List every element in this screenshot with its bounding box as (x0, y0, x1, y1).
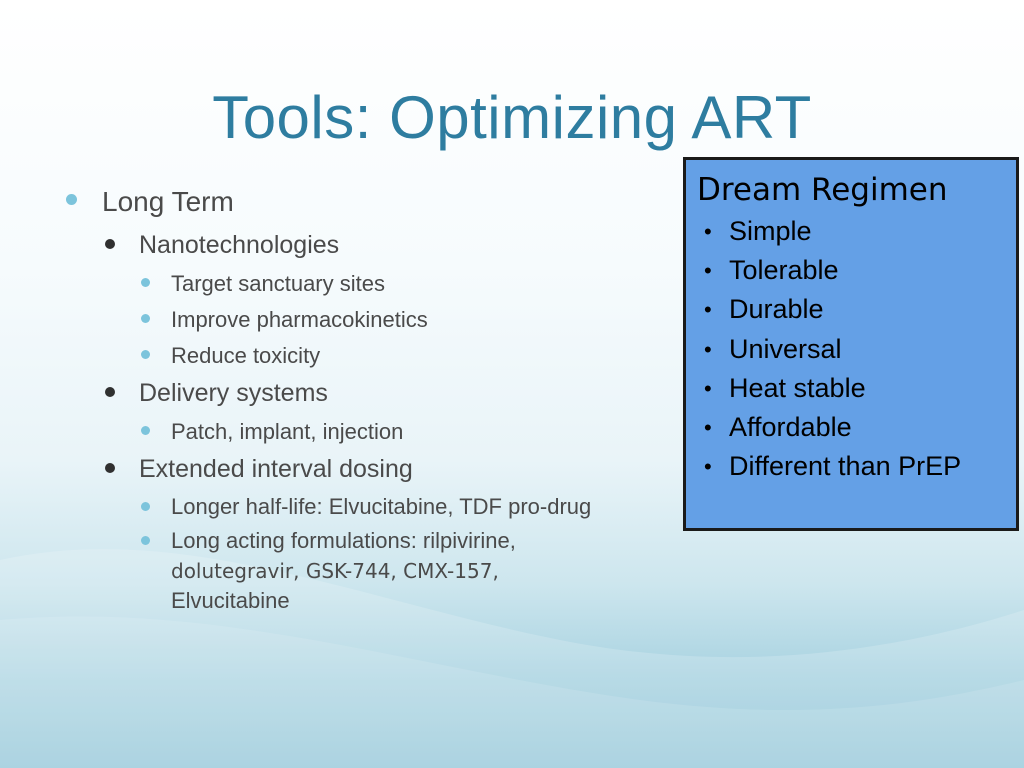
bullet-text: Patch, implant, injection (171, 419, 404, 444)
dream-item-tolerable (697, 251, 1016, 290)
bullet-extended-dosing (60, 450, 670, 488)
dream-item-text: Affordable (729, 412, 852, 443)
dream-item-text: Universal (729, 333, 842, 364)
bullet-dot-icon (105, 387, 115, 397)
bullet-nanotechnologies (60, 226, 670, 264)
bullet-dot-icon (141, 536, 150, 545)
bullet-text: Extended interval dosing (139, 455, 413, 483)
bullet-dot-icon (141, 426, 150, 435)
bullet-dot-icon (141, 278, 150, 287)
bullet-text-line-2: dolutegravir, GSK-744, CMX-157, (171, 559, 499, 583)
bullet-text: Longer half-life: Elvucitabine, TDF pro-drug (171, 494, 592, 519)
dream-item-different-than-prep (697, 447, 1016, 486)
dream-item-text: Simple (729, 216, 812, 246)
dream-regimen-list (697, 212, 1016, 486)
bullet-dot-icon: • (704, 454, 712, 480)
bullet-dot-icon: • (704, 336, 712, 362)
bullet-dot-icon (141, 314, 150, 323)
dream-regimen-title: Dream Regimen (697, 172, 948, 208)
bullet-text-line-1: Long acting formulations: rilpivirine, (171, 528, 516, 553)
dream-item-affordable (697, 408, 1016, 447)
dream-item-text: Tolerable (729, 255, 839, 286)
dream-item-heat-stable (697, 369, 1016, 408)
dream-item-durable (697, 290, 1016, 329)
bullet-list (60, 180, 670, 616)
bullet-text-line-3: Elvucitabine (171, 588, 290, 613)
bullet-dot-icon: • (704, 219, 712, 244)
bullet-dot-icon: • (704, 258, 712, 284)
bullet-text: Improve pharmacokinetics (171, 307, 428, 332)
dream-item-simple (697, 212, 1016, 251)
bullet-reduce-toxicity (60, 340, 670, 372)
bullet-text: Nanotechnologies (139, 231, 340, 259)
bullet-delivery-systems (60, 374, 670, 412)
bullet-dot-icon (141, 350, 150, 359)
bullet-target-sanctuary (60, 268, 670, 300)
bullet-dot-icon (105, 239, 115, 249)
dream-item-text: Heat stable (729, 372, 866, 403)
dream-item-text: Durable (729, 294, 824, 325)
bullet-dot-icon (141, 502, 150, 511)
bullet-dot-icon: • (704, 415, 712, 441)
bullet-improve-pk (60, 304, 670, 336)
bullet-long-term (60, 180, 670, 224)
dream-regimen-box (683, 157, 1019, 531)
slide-title: Tools: Optimizing ART (212, 84, 812, 151)
bullet-long-acting (60, 526, 670, 616)
bullet-longer-half-life (60, 492, 670, 522)
bullet-text: Delivery systems (139, 379, 328, 407)
bullet-dot-icon: • (704, 375, 712, 401)
bullet-text: Target sanctuary sites (171, 271, 385, 296)
bullet-patch-implant (60, 416, 670, 448)
bullet-dot-icon (105, 463, 115, 473)
dream-item-text: Different than PrEP (729, 451, 962, 482)
bullet-text: Long Term (102, 186, 234, 217)
bullet-dot-icon: • (704, 297, 712, 323)
bullet-dot-icon (66, 194, 77, 205)
dream-item-universal (697, 330, 1016, 369)
bullet-text: Reduce toxicity (171, 343, 321, 368)
